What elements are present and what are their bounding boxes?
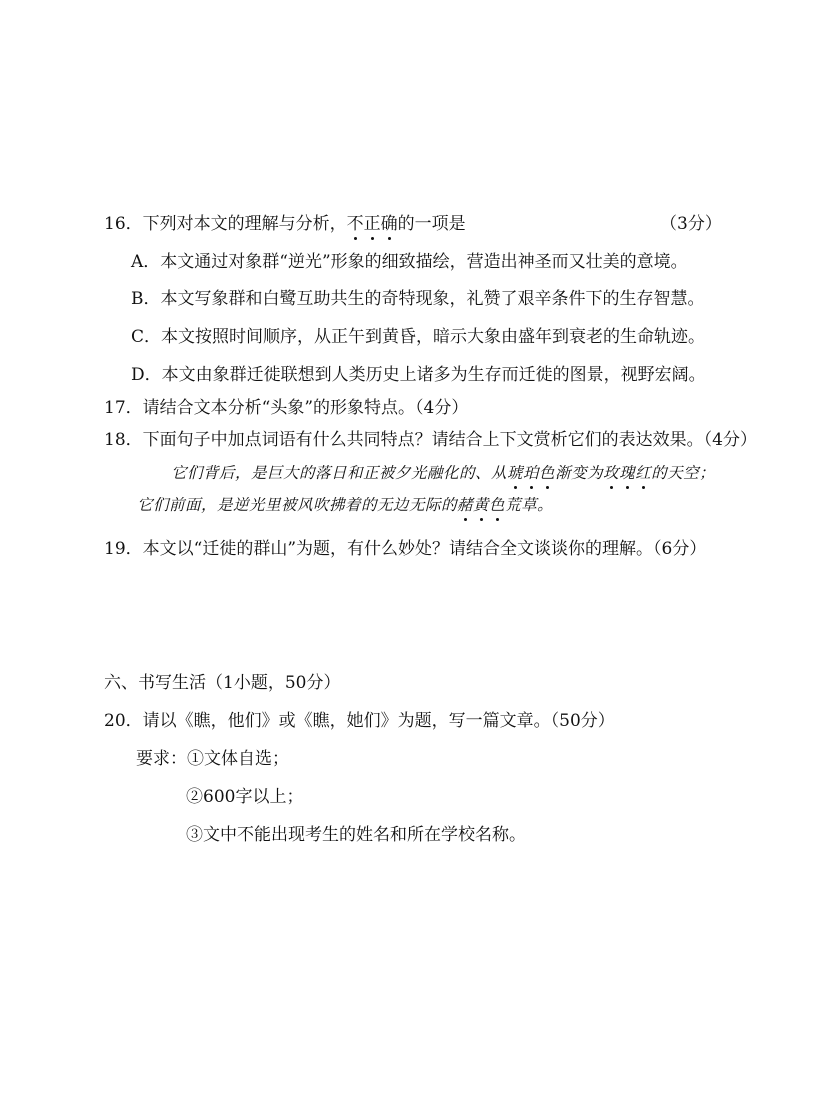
q16-option-b: B．本文写象群和白鹭互助共生的奇特现象，礼赞了艰辛条件下的生存智慧。 bbox=[131, 289, 705, 309]
q16-option-d: D．本文由象群迁徙联想到人类历史上诸多为生存而迁徙的图景，视野宏阔。 bbox=[131, 365, 706, 385]
q20-req-1: ①文体自选； bbox=[187, 749, 289, 769]
emphasis-char: 玫 bbox=[603, 461, 619, 485]
emphasis-char: 黄 bbox=[473, 493, 489, 517]
q18-quote2-b: 荒草。 bbox=[505, 496, 554, 514]
emphasis-char: 琥 bbox=[507, 461, 523, 485]
emph-char-2: 正 bbox=[363, 214, 381, 234]
q16-stem-prefix: 16．下列对本文的理解与分析， bbox=[104, 214, 347, 234]
q17-stem: 17．请结合文本分析“头象”的形象特点。（4分） bbox=[104, 398, 469, 418]
q16-score: （3分） bbox=[660, 214, 722, 234]
q20-requirements bbox=[136, 747, 289, 771]
emphasis-char: 瑰 bbox=[619, 461, 635, 485]
emphasis-char: 色 bbox=[539, 461, 555, 485]
emph-char-1: 不 bbox=[346, 214, 364, 234]
q20-req-label: 要求： bbox=[136, 749, 187, 769]
section-6-heading: 六、书写生活（1小题，50分） bbox=[104, 673, 341, 693]
q16-option-a: A．本文通过对象群“逆光”形象的细致描绘，营造出神圣而又壮美的意境。 bbox=[131, 252, 688, 272]
q18-quote2-emph bbox=[457, 496, 505, 514]
q20-stem: 20．请以《瞧，他们》或《瞧，她们》为题，写一篇文章。（50分） bbox=[104, 711, 615, 731]
q19-stem: 19．本文以“迁徙的群山”为题，有什么妙处？请结合全文谈谈你的理解。（6分） bbox=[104, 539, 707, 559]
q18-quote1-emph-1 bbox=[507, 464, 555, 482]
q18-stem: 18．下面句子中加点词语有什么共同特点？请结合上下文赏析它们的表达效果。（4分） bbox=[104, 430, 757, 450]
emphasis-char: 赭 bbox=[457, 493, 473, 517]
emphasis-char: 色 bbox=[489, 493, 505, 517]
q16-option-c: C．本文按照时间顺序，从正午到黄昏，暗示大象由盛年到衰老的生命轨迹。 bbox=[131, 327, 706, 347]
q18-quote-line1 bbox=[171, 461, 715, 485]
emph-char-3: 确 bbox=[380, 214, 398, 234]
q18-quote-line2 bbox=[137, 493, 553, 517]
q18-quote2-a: 它们前面，是逆光里被风吹拂着的无边无际的 bbox=[137, 496, 458, 514]
q16-stem-suffix: 的一项是 bbox=[397, 214, 466, 234]
q18-quote1-c: 的天空； bbox=[651, 464, 716, 482]
q16-stem bbox=[104, 212, 466, 236]
q20-req-3: ③文中不能出现考生的姓名和所在学校名称。 bbox=[186, 825, 526, 845]
emphasis-char: 红 bbox=[635, 461, 651, 485]
q16-stem-emphasis bbox=[347, 214, 398, 234]
q18-quote1-emph-2 bbox=[603, 464, 651, 482]
q18-quote1-b: 渐变为 bbox=[555, 464, 604, 482]
q18-quote1-a: 它们背后，是巨大的落日和正被夕光融化的、从 bbox=[171, 464, 508, 482]
emphasis-char: 珀 bbox=[523, 461, 539, 485]
q20-req-2: ②600字以上； bbox=[186, 787, 304, 807]
